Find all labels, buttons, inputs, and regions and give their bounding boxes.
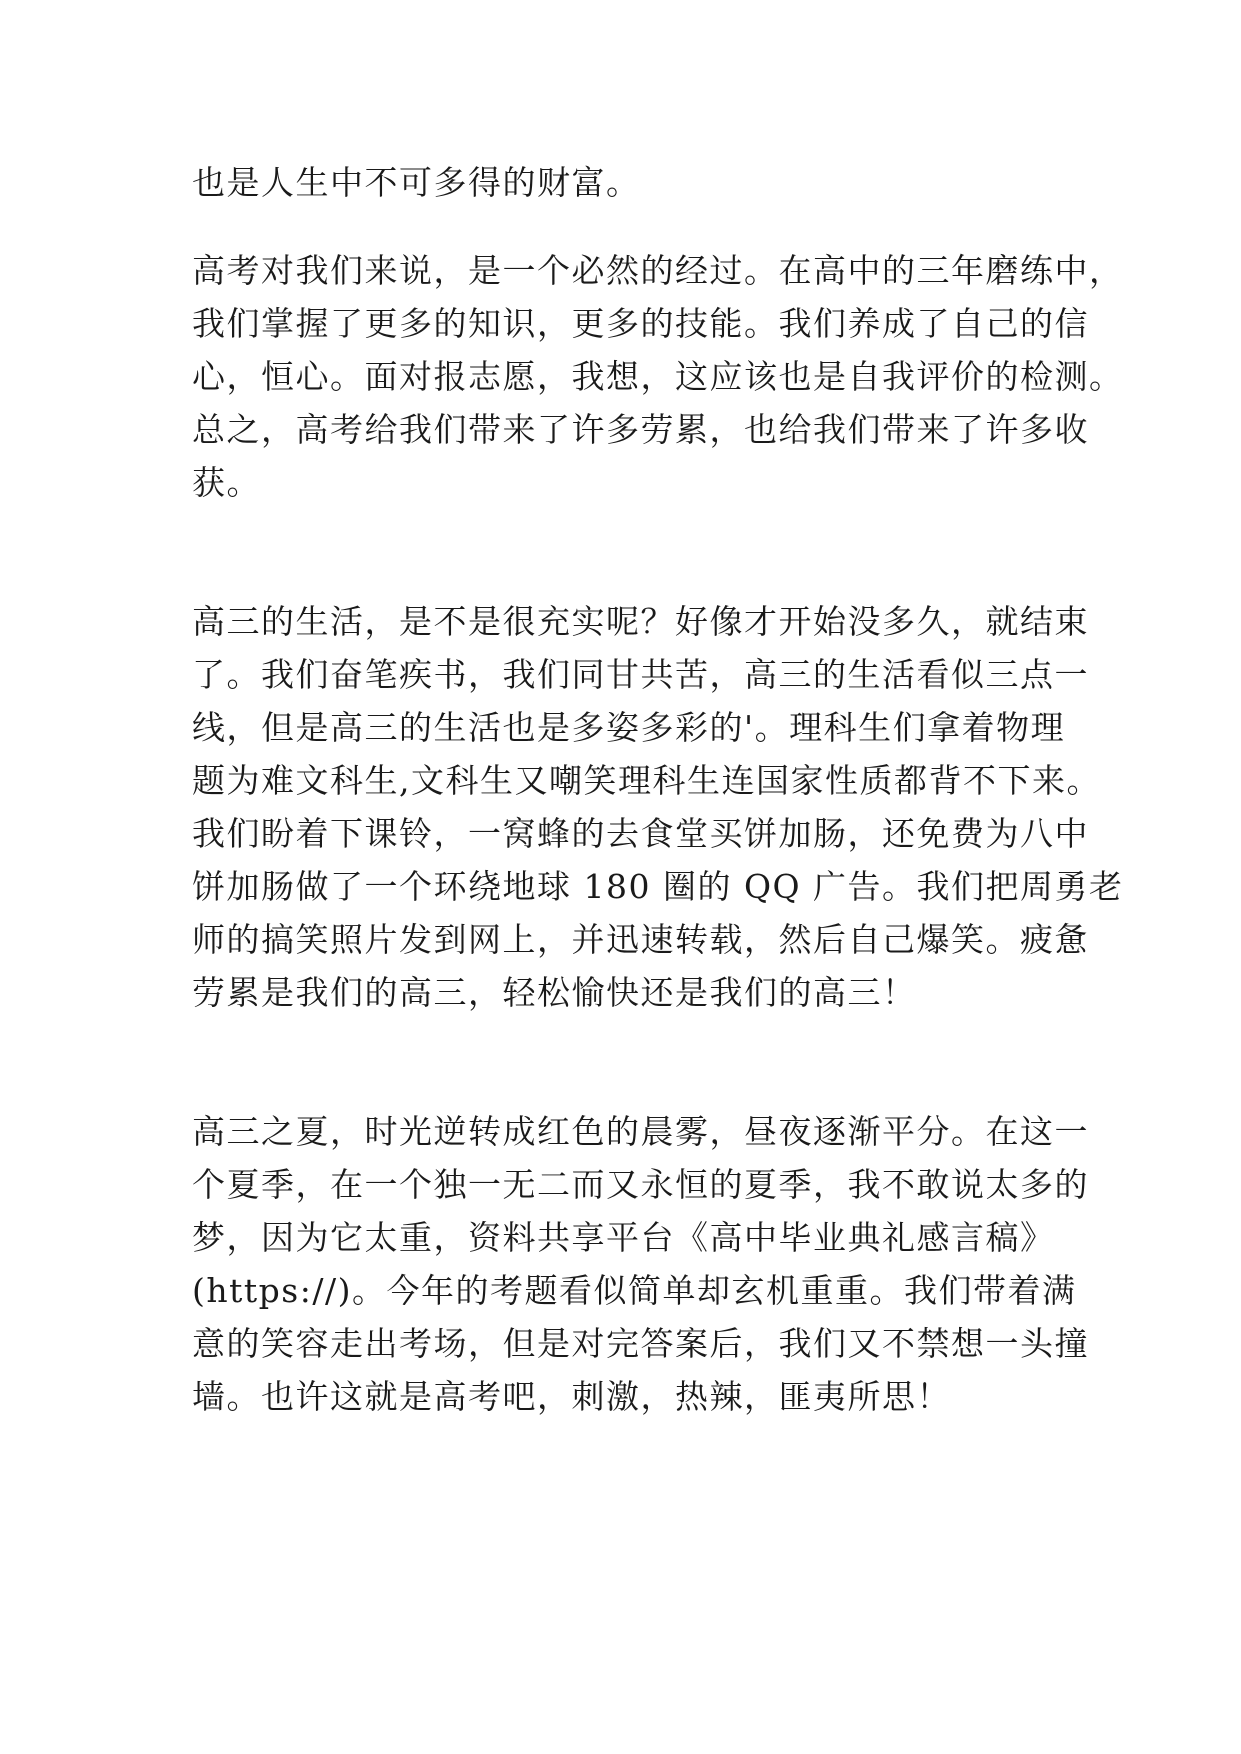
text-line: 高三的生活，是不是很充实呢？好像才开始没多久，就结束 [192,602,1089,641]
text-line: 我们掌握了更多的知识，更多的技能。我们养成了自己的信 [192,304,1089,343]
text-line: 高考对我们来说，是一个必然的经过。在高中的三年磨练中， [192,251,1124,290]
text-line: 了。我们奋笔疾书，我们同甘共苦，高三的生活看似三点一 [192,655,1089,694]
text-line: 劳累是我们的高三，轻松愉快还是我们的高三！ [192,973,917,1012]
text-line: 心，恒心。面对报志愿，我想，这应该也是自我评价的检测。 [192,357,1124,396]
text-line: 饼加肠做了一个环绕地球 180 圈的 QQ 广告。我们把周勇老 [192,867,1124,906]
text-line: 梦，因为它太重，资料共享平台《高中毕业典礼感言稿》 [192,1218,1055,1257]
text-line: (https://)。今年的考题看似简单却玄机重重。我们带着满 [192,1271,1077,1310]
text-line: 意的笑容走出考场，但是对完答案后，我们又不禁想一头撞 [192,1324,1089,1363]
text-line: 线，但是高三的生活也是多姿多彩的'。理科生们拿着物理 [192,708,1066,747]
text-line: 高三之夏，时光逆转成红色的晨雾，昼夜逐渐平分。在这一 [192,1112,1089,1151]
text-line: 总之，高考给我们带来了许多劳累，也给我们带来了许多收 [192,410,1089,449]
text-line: 获。 [192,463,261,502]
text-line: 墙。也许这就是高考吧，刺激，热辣，匪夷所思！ [192,1377,951,1416]
text-line: 师的搞笑照片发到网上，并迅速转载，然后自己爆笑。疲惫 [192,920,1089,959]
text-line: 题为难文科生,文科生又嘲笑理科生连国家性质都背不下来。 [192,761,1101,800]
text-line: 个夏季，在一个独一无二而又永恒的夏季，我不敢说太多的 [192,1165,1089,1204]
text-line: 我们盼着下课铃，一窝蜂的去食堂买饼加肠，还免费为八中 [192,814,1089,853]
text-line: 也是人生中不可多得的财富。 [192,163,641,202]
